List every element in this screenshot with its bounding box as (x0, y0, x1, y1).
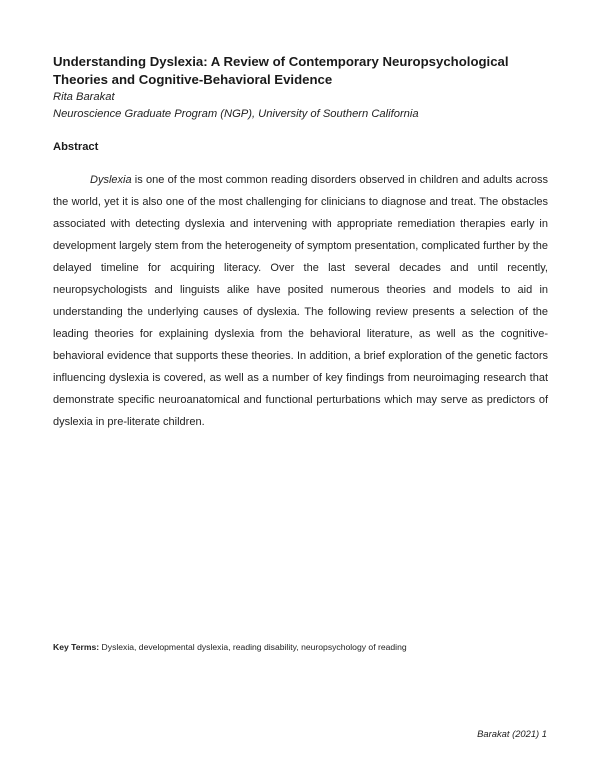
key-terms-list: Dyslexia, developmental dyslexia, reading disability, neuropsychology of reading (99, 642, 407, 652)
key-terms-label: Key Terms: (53, 642, 100, 652)
page-footer: Barakat (2021) 1 (477, 728, 547, 739)
author-name: Rita Barakat (53, 91, 115, 103)
abstract-emphasis: Dyslexia (90, 174, 132, 186)
abstract-body (53, 169, 548, 433)
abstract-text: is one of the most common reading disorders observed in children and adults across the world, yet it is also one of the most challenging for clinicians to diagnose and treat. The obstacles associated with detecting dyslexia and intervening with appropriate remediation therapies early in development largely stem from the heterogeneity of symptom presentation, complicated further by the delayed timeline for acquiring literacy. Over the last several decades and until recently, neuropsychologists and linguists alike have posited numerous theories and models to aid in understanding the underlying causes of dyslexia. The following review presents a selection of the leading theories for explaining dyslexia from the behavioral literature, as well as the cognitive-behavioral evidence that supports these theories. In addition, a brief exploration of the genetic factors influencing dyslexia is covered, as well as a number of key findings from neuroimaging research that demonstrate specific neuroanatomical and functional perturbations which may serve as predictors of dyslexia in pre-literate children. (53, 174, 548, 428)
paper-title: Understanding Dyslexia: A Review of Contemporary Neuropsychological Theories and Cognitive-Behavioral Evidence (53, 54, 509, 87)
abstract-heading: Abstract (53, 141, 99, 153)
author-affiliation: Neuroscience Graduate Program (NGP), University of Southern California (53, 108, 419, 120)
key-terms (53, 641, 548, 653)
